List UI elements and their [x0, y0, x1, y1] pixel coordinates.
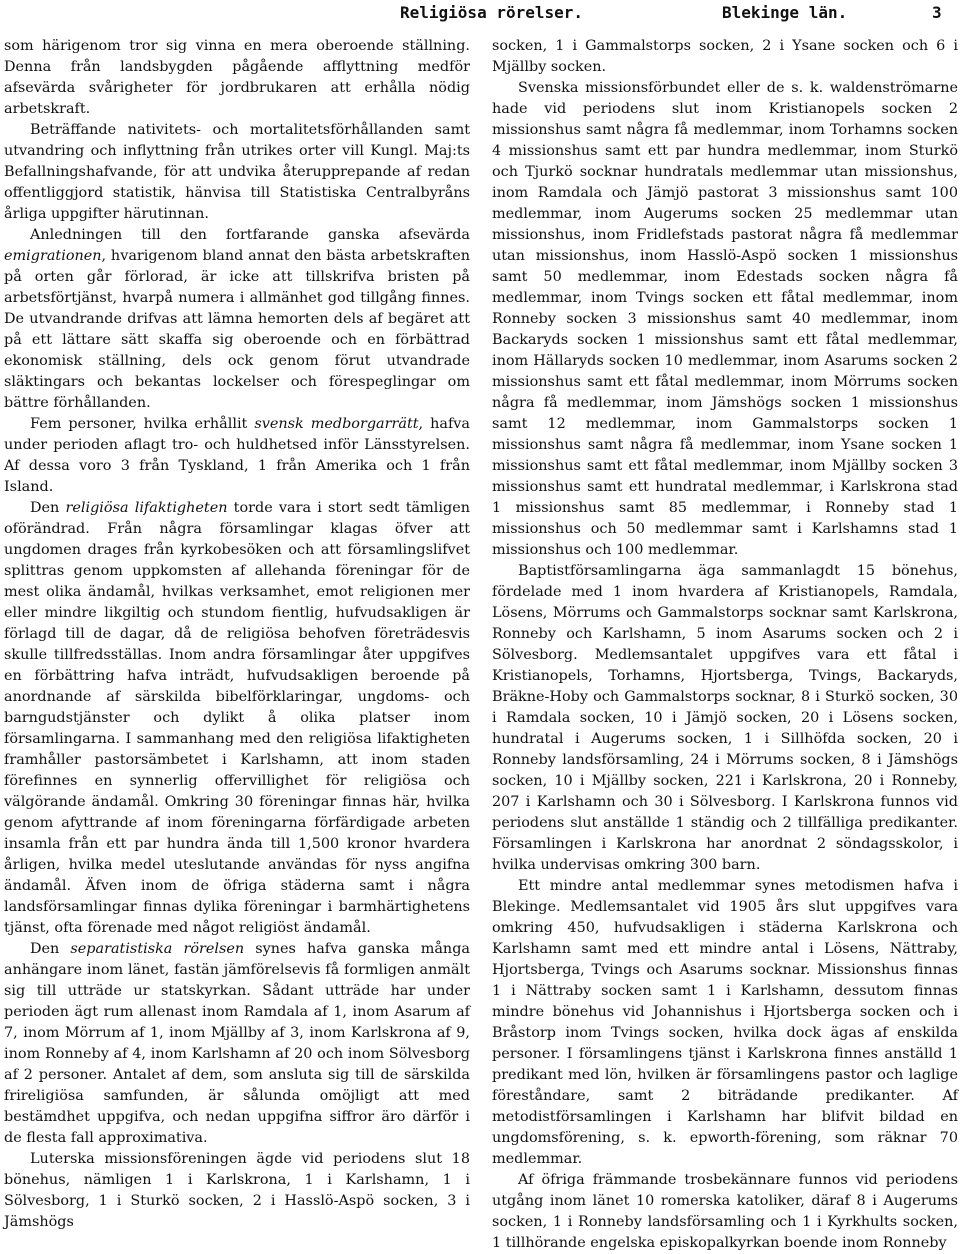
- right-column: [492, 36, 958, 1254]
- text-run: Af öfriga främmande trosbekännare funnos vid periodens utgång inom länet 10 romerska katoliker, däraf 8 i Augerums socken, 1 i Ronneby landsförsamling och 1 i Kyrkhults socken, 1 tillhörande engelska episkopalkyrkan boende inom Ronneby: [492, 1172, 958, 1251]
- text-run: Den: [30, 941, 71, 957]
- paragraph: [4, 225, 470, 414]
- paragraph: [492, 1170, 958, 1254]
- text-run: Baptistförsamlingarna äga sammanlagdt 15 bönehus, fördelade med 1 inom hvardera af Kristianopels, Ramdala, Lösens, Mörrums och Gammalstorps socknar samt Karlskrona, Ronneby och Karlshamn, 5 inom Asarums socken och 2 i Sölvesborg. Medlemsantalet uppgifves vara ett fåtal i Kristianopels, Torhamns, Hjortsberga, Tvings, Backaryds, Bräkne-Hoby och Gammalstorps socknar, 8 i Sturkö socken, 30 i Ramdala socken, 10 i Jämjö socken, 20 i Lösens socken, hundratal i Augerums socken, 1 i Sillhöfda socken, 20 i Ronneby landsförsamling, 24 i Mörrums socken, 8 i Jämshögs socken, 10 i Mjällby socken, 221 i Karlskrona, 20 i Ronneby, 207 i Karlshamn och 30 i Sölvesborg. I Karlskrona funnos vid periodens slut anställde 1 ständig och 2 tillfälliga predikanter. Församlingen i Karlskrona har anordnat 2 söndagsskolor, i hvilka undervisas omkring 300 barn.: [492, 563, 958, 873]
- text-run: Fem personer, hvilka erhållit: [30, 416, 255, 432]
- text-run: socken, 1 i Gammalstorps socken, 2 i Ysane socken och 6 i Mjällby socken.: [492, 38, 958, 75]
- italic-term: emigrationen: [4, 248, 102, 264]
- paragraph: [492, 78, 958, 561]
- text-run: Anledningen till den fortfarande ganska afsevärda: [30, 227, 470, 243]
- text-run: som härigenom tror sig vinna en mera oberoende ställning. Denna från landsbygden pågående afflyttning medför afsevärda svårigheter för jordbrukaren att erhålla nödig arbetskraft.: [4, 38, 470, 117]
- paragraph: [4, 498, 470, 939]
- paragraph: [4, 120, 470, 225]
- text-run: Beträffande nativitets- och mortalitetsförhållanden samt utvandring och inflyttning från utrikes orter vill Kungl. Maj:ts Befallningshafvande, för att undvika återupprepande af redan offentliggjord statistik, hänvisa till Statistiska Centralbyråns årliga uppgifter härutinnan.: [4, 122, 470, 222]
- page-number: 3: [932, 3, 942, 22]
- italic-term: svensk medborgarrätt: [254, 416, 419, 432]
- text-run: torde vara i stort sedt tämligen oförändrad. Från några församlingar klagas öfver att ungdomen drages från kyrkobesöken och att församlingslifvet splittras genom uppkomsten af allehanda föreningar för de mest olika ändamål, hvilkas verksamhet, emot religionen mer eller mindre likgiltig och stundom fientlig, hufvudsakligen är förlagd till de dagar, då de religiösa behofven företrädesvis skulle tillfredsställas. Inom andra församlingar åter uppgifves en förbättring hafva inträdt, hufvudsakligen beroende på anordnande af särskilda bibelförklaringar, ungdoms- och barngudstjänster och dylikt å olika platser inom församlingarna. I sammanhang med den religiösa lifaktigheten framhåller pastorsämbetet i Karlshamn, att inom staden förefinnes en synnerlig offervillighet för religiösa och välgörande ändamål. Omkring 30 föreningar finnas här, hvilka genom afyttrande af inom föreningarna förfärdigade arbeten insamla från ett par hundra ända till 1,500 kronor hvardera årligen, hvilka medel uteslutande användas för nyss angifna ändamål. Äfven inom de öfriga städerna samt i några landsförsamlingar finnas dylika föreningar i barmhärtighetens tjänst, ofta förenade med något religiöst ändamål.: [4, 500, 470, 936]
- text-run: Svenska missionsförbundet eller de s. k. waldenströmarne hade vid periodens slut inom Kristianopels socken 2 missionshus samt några få medlemmar, inom Torhamns socken 4 missionshus samt ett par hundra medlemmar, inom Sturkö och Tjurkö socknar hundratals medlemmar utan missionshus, inom Ramdala och Jämjö pastorat 3 missionshus samt 100 medlemmar, inom Augerums socken 25 medlemmar utan missionshus, inom Fridlefstads pastorat några få medlemmar utan missionshus, inom Hasslö-Aspö socken 1 missionshus samt 50 medlemmar, inom Edestads socken några få medlemmar, inom Tvings socken ett fåtal medlemmar, inom Ronneby socken 3 missionshus samt 40 medlemmar, inom Backaryds socken 1 missionshus samt ett fåtal medlemmar, inom Hällaryds socken 10 medlemmar, inom Asarums socken 2 missionshus samt ett fåtal medlemmar, inom Mörrums socken några få medlemmar, inom Jämshögs socken 1 missionshus samt 12 medlemmar, inom Gammalstorps socken 1 missionshus samt några få medlemmar, inom Ysane socken 1 missionshus samt ett fåtal medlemmar, inom Mjällby socken 3 missionshus samt ett hundratal medlemmar, i Karlskrona stad 1 missionshus samt 85 medlemmar, i Ronneby stad 1 missionshus och 50 medlemmar samt i Karlshamns stad 1 missionshus och 100 medlemmar.: [492, 80, 958, 558]
- paragraph: [4, 414, 470, 498]
- paragraph: [4, 1149, 470, 1233]
- text-run: Den: [30, 500, 66, 516]
- italic-term: religiösa lifaktigheten: [65, 500, 228, 516]
- text-run: , hafva under perioden aflagt tro- och huldhetsed inför Länsstyrelsen. Af dessa voro 3 från Tyskland, 1 från Amerika och 1 från Island.: [4, 416, 470, 495]
- paragraph: [492, 876, 958, 1170]
- text-run: Ett mindre antal medlemmar synes metodismen hafva i Blekinge. Medlemsantalet vid 1905 års slut uppgifves vara omkring 450, hufvudsakligen i städerna Karlskrona och Karlshamn samt med ett mindre antal i Lösens, Nättraby, Hjortsberga, Tvings och Asarums socknar. Missionshus finnas 1 i Nättraby socken samt 1 i Karlshamn, dessutom finnas mindre bönehus vid Johannishus i Hjortsberga socken och i Bråstorp inom Tvings socken, hvilka dock ägas af enskilda personer. I församlingens tjänst i Karlskrona finnes anställd 1 predikant med lön, hvilken är församlingens pastor och laglige föreståndare, samt 2 biträdande predikanter. Af metodistförsamlingen i Karlshamn har blifvit bildad en ungdomsförening, s. k. epworth-förening, som räknar 70 medlemmar.: [492, 878, 958, 1167]
- paragraph: [4, 36, 470, 120]
- paragraph: [492, 36, 958, 78]
- paragraph: [4, 939, 470, 1149]
- page-header: [0, 0, 960, 28]
- italic-term: separatistiska rörelsen: [70, 941, 245, 957]
- running-title-left: Religiösa rörelser.: [400, 3, 584, 22]
- text-run: , hvarigenom bland annat den bästa arbetskraften på orten går förlorad, är icke att tillskrifva bristen på arbetsförtjänst, hvarpå numera i allmänhet god tillgång finnes. De utvandrande drifvas att lämna hemorten dels af begäret att på ett lättare sätt skaffa sig oberoende och en förbättrad ekonomisk ställning, dels ock genom förut utvandrade släktingars och bekantas lockelser och förespeglingar om bättre förhållanden.: [4, 248, 470, 411]
- text-run: synes hafva ganska många anhängare inom länet, fastän jämförelsevis få formligen anmält sig till utträde ur statskyrkan. Sådant utträde har under perioden ägt rum allenast inom Ramdala af 1, inom Asarum af 7, inom Mörrum af 1, inom Mjällby af 3, inom Karlskrona af 9, inom Ronneby af 4, inom Karlshamn af 20 och inom Sölvesborg af 2 personer. Antalet af dem, som ansluta sig till de särskilda frireligiösa samfunden, är sålunda omöjligt att med bestämdhet uppgifva, och nedan uppgifna siffror äro därför i de flesta fall approximativa.: [4, 941, 470, 1146]
- running-title-right: Blekinge län.: [722, 3, 848, 22]
- paragraph: [492, 561, 958, 876]
- text-run: Luterska missionsföreningen ägde vid periodens slut 18 bönehus, nämligen 1 i Karlskrona, 1 i Karlshamn, 1 i Sölvesborg, 1 i Sturkö socken, 2 i Hasslö-Aspö socken, 3 i Jämshögs: [4, 1151, 470, 1230]
- left-column: [4, 36, 470, 1233]
